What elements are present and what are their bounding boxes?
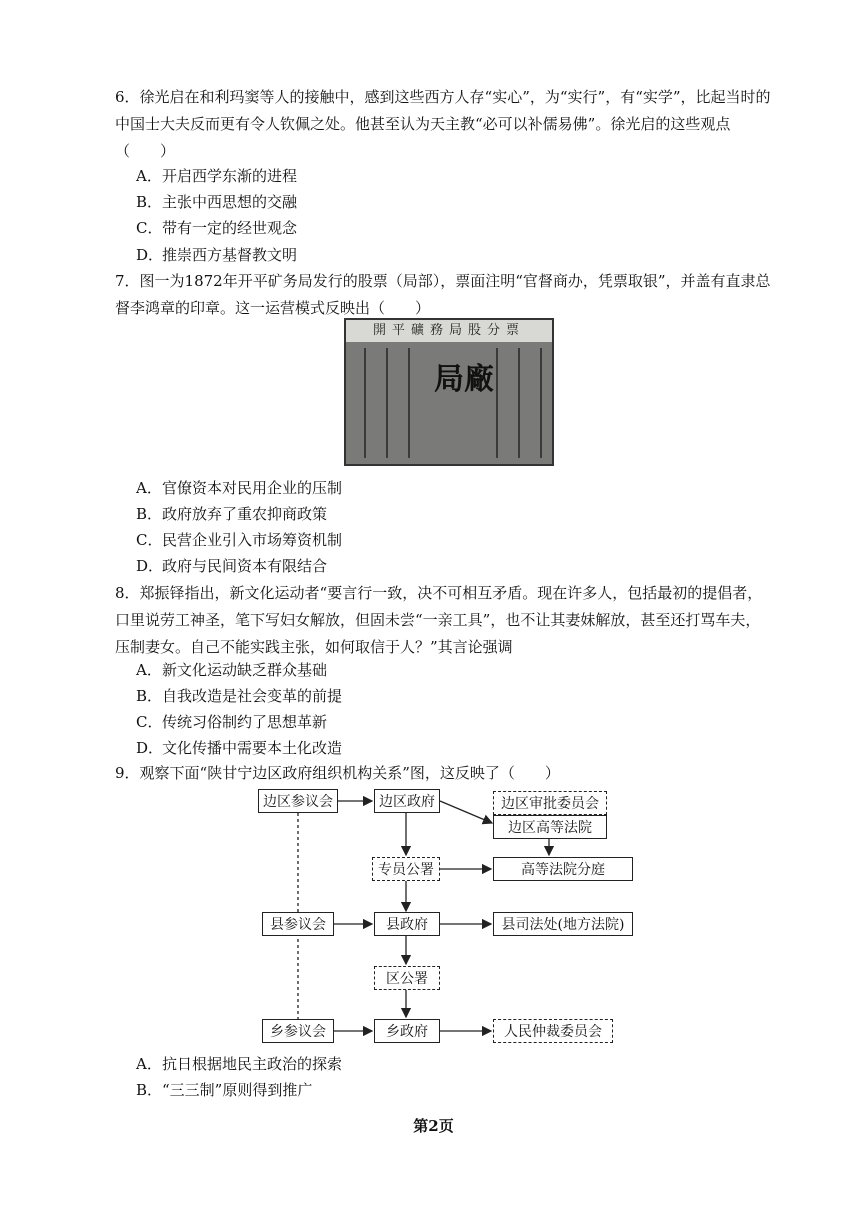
page-number: 第2页 [413, 1117, 454, 1135]
district-office-box: 区公署 [374, 966, 440, 990]
county-council-box: 县参议会 [262, 912, 334, 936]
q8-option-d[interactable]: D．文化传播中需要本土化改造 [136, 739, 343, 757]
q8-option-c[interactable]: C．传统习俗制约了思想革新 [136, 713, 328, 731]
q8-option-b[interactable]: B．自我改造是社会变革的前提 [136, 687, 343, 705]
q6-option-b[interactable]: B．主张中西思想的交融 [136, 193, 298, 211]
q7-option-d[interactable]: D．政府与民间资本有限结合 [136, 557, 328, 575]
q9-option-b[interactable]: B．“三三制”原则得到推广 [136, 1081, 313, 1099]
county-government-box: 县政府 [374, 912, 440, 936]
border-government-box: 边区政府 [374, 789, 440, 813]
high-court-branch-box: 高等法院分庭 [493, 857, 633, 881]
q7-option-b[interactable]: B．政府放弃了重农抑商政策 [136, 505, 328, 523]
q9-option-a[interactable]: A．抗日根据地民主政治的探索 [136, 1055, 343, 1073]
certificate-header: 開平礦務局股分票 [346, 320, 552, 342]
certificate-stamp: 局廠 [434, 362, 494, 397]
q6-option-a[interactable]: A．开启西学东渐的进程 [136, 167, 298, 185]
q6-option-d[interactable]: D．推崇西方基督教文明 [136, 246, 298, 264]
border-council-box: 边区参议会 [258, 789, 338, 813]
township-council-box: 乡参议会 [262, 1019, 334, 1043]
question-7-stem: 7．图一为1872年开平矿务局发行的股票（局部），票面注明“官督商办，凭票取银”，并盖有直隶总督李鸿章的印章。这一运营模式反映出（ ） [115, 272, 771, 317]
q8-option-a[interactable]: A．新文化运动缺乏群众基础 [136, 661, 328, 679]
high-court-box: 边区高等法院 [493, 815, 607, 839]
question-9-stem: 9．观察下面“陕甘宁边区政府组织机构关系”图，这反映了（ ） [115, 764, 560, 782]
township-government-box: 乡政府 [374, 1019, 440, 1043]
q7-option-a[interactable]: A．官僚资本对民用企业的压制 [136, 479, 343, 497]
q6-option-c[interactable]: C．带有一定的经世观念 [136, 219, 298, 237]
question-6-stem: 6．徐光启在和利玛窦等人的接触中，感到这些西方人存“实心”，为“实行”，有“实学”，比起当时的中国士大夫反而更有令人钦佩之处。他甚至认为天主教“必可以补儒易佛”。徐光启的这些观点（ ） [115, 88, 771, 160]
review-committee-box: 边区审批委员会 [493, 791, 607, 815]
arbitration-committee-box: 人民仲裁委员会 [493, 1019, 613, 1043]
commissioner-office-box: 专员公署 [372, 857, 440, 881]
question-8-stem: 8．郑振铎指出，新文化运动者“要言行一致，决不可相互矛盾。现在许多人，包括最初的提倡者，口里说劳工神圣，笔下写妇女解放，但固未尝“一亲工具”，也不让其妻妹解放，甚至还打骂车夫，压制妻女。自己不能实践主张，如何取信于人？”其言论强调 [115, 584, 763, 656]
q7-option-c[interactable]: C．民营企业引入市场筹资机制 [136, 531, 343, 549]
county-justice-office-box: 县司法处(地方法院) [493, 912, 633, 936]
